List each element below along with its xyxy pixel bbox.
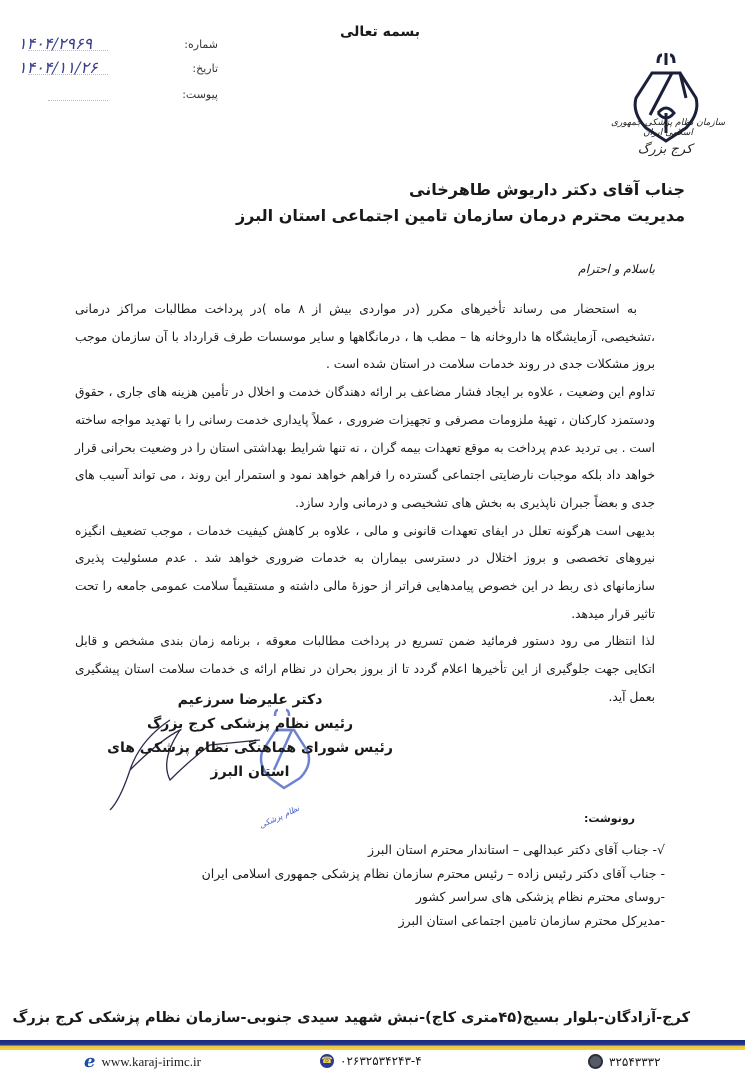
website-url[interactable]: www.karaj-irimc.ir (101, 1054, 201, 1069)
attachment-field (18, 88, 218, 108)
cc-item: -روسای محترم نظام پزشکی های سراسر کشور (415, 889, 665, 904)
logo-branch-name: کرج بزرگ (637, 142, 693, 157)
phone-icon: ☎ (321, 1056, 333, 1066)
addressee-name: جناب آقای دکتر داریوش طاهرخانی (409, 180, 685, 199)
internet-explorer-icon: e (84, 1051, 96, 1072)
addressee-title: مدیریت محترم درمان سازمان تامین اجتماعی استان البرز (235, 206, 685, 225)
signatory-title-2: رئیس شورای هماهنگی نظام پزشکی های استان البرز (107, 740, 393, 780)
cc-item: √- جناب آقای دکتر عبدالهی – استاندار محترم استان البرز (368, 842, 665, 857)
footer-address: کرج-آزادگان-بلوار بسیج(۴۵متری کاج)-نبش شهید سیدی جنوبی-سازمان نظام پزشکی کرج بزرگ (12, 1010, 690, 1026)
fax-icon (588, 1054, 603, 1069)
signatory-title: رئیس نظام پزشکی کرج بزرگ (146, 716, 354, 732)
signatory-name: دکتر علیرضا سرزعیم (177, 692, 323, 708)
dotted-line (48, 100, 108, 101)
letter-number-field (18, 34, 218, 58)
letter-date-value: ۱۴۰۴/۱۱/۲۶ (18, 58, 98, 77)
logo-org-name: سازمان نظام پزشکی جمهوری اسلامی ایران (610, 118, 726, 138)
signature-block (90, 688, 410, 784)
svg-text:نظام پزشکی: نظام پزشکی (257, 803, 301, 831)
letter-number-label: شماره: (184, 38, 218, 51)
footer-phone (320, 1054, 422, 1068)
attachment-label: پیوست: (182, 88, 218, 101)
body-paragraph: لذا انتظار می رود دستور فرمائید ضمن تسریع در پرداخت مطالبات معوقه ، برنامه زمان بندی مشخص و قابل اتکایی جهت جلوگیری از این تأخیرها اعلام گردد تا از بروز بحران در نظام ارائه ی خدمات سلامت استان پیشگیری بعمل آید. (75, 634, 655, 704)
letter-number-value: ۱۴۰۴/۲۹۶۹ (18, 34, 93, 53)
greeting: باسلام و احترام (578, 262, 655, 276)
letter-body (75, 296, 655, 712)
bismillah-heading: بسمه تعالی (339, 24, 421, 40)
letter-date-field (18, 58, 218, 82)
letter-date-label: تاریخ: (192, 62, 218, 75)
footer-color-bar (0, 1040, 745, 1050)
phone-number: ۰۲۶۳۲۵۳۴۲۴۳-۴ (340, 1054, 422, 1068)
cc-heading: رونوشت: (583, 812, 635, 825)
footer-fax (588, 1054, 661, 1069)
cc-item: - جناب آقای دکتر رئیس زاده – رئیس محترم سازمان نظام پزشکی جمهوری اسلامی ایران (201, 865, 665, 881)
body-paragraph: بدیهی است هرگونه تعلل در ایفای تعهدات قانونی و مالی ، علاوه بر کاهش کیفیت خدمات ، موجب تضعیف انگیزه نیروهای تخصصی و بروز اختلال در دسترسی بیماران به خدمات ضروری خواهد شد . عدم مسئولیت پذیری سازمانهای ذی ربط در این خصوص پیامدهایی فراتر از حوزهٔ مالی داشته و مستقیماً سلامت عمومی جامعه را تحت تاثیر قرار میدهد. (75, 523, 655, 621)
cc-list (185, 838, 665, 932)
fax-number: ۳۲۵۴۳۳۳۲ (609, 1054, 661, 1069)
body-paragraph: تداوم این وضعیت ، علاوه بر ایجاد فشار مضاعف بر ارائه دهندگان خدمت و اخلال در تأمین هزینه های جاری ، حقوق ودستمزد کارکنان ، تهیهٔ ملزومات مصرفی و تجهیزات ضروری ، عملاً پایداری خدمت رسانی را با تهدید مواجه ساخته است . بی تردید عدم پرداخت به موقع تعهدات بیمه گران ، نه تنها شرایط بهداشتی استان را در وضعیت بحرانی قرار خواهد داد بلکه موجبات نارضایتی اجتماعی گسترده را فراهم خواهد نمود و استمرار این روند ، می تواند آسیب های جدی و بعضاً جبران ناپذیری به بخش های تشخیصی و درمانی وارد سازد. (75, 385, 655, 510)
body-paragraph: به استحضار می رساند تأخیرهای مکرر (در مواردی بیش از ۸ ماه )در پرداخت مطالبات مراکز درمانی ،تشخیصی، آزمایشگاه ها داروخانه ها – مطب ها ، درمانگاهها و سایر موسسات طرف قرارداد با آن سازمان موجب بروز مشکلات جدی در روند خدمات سلامت در استان شده است . (75, 302, 655, 372)
footer-website[interactable] (84, 1051, 201, 1072)
cc-item: -مدیرکل محترم سازمان تامین اجتماعی استان البرز (398, 912, 665, 928)
